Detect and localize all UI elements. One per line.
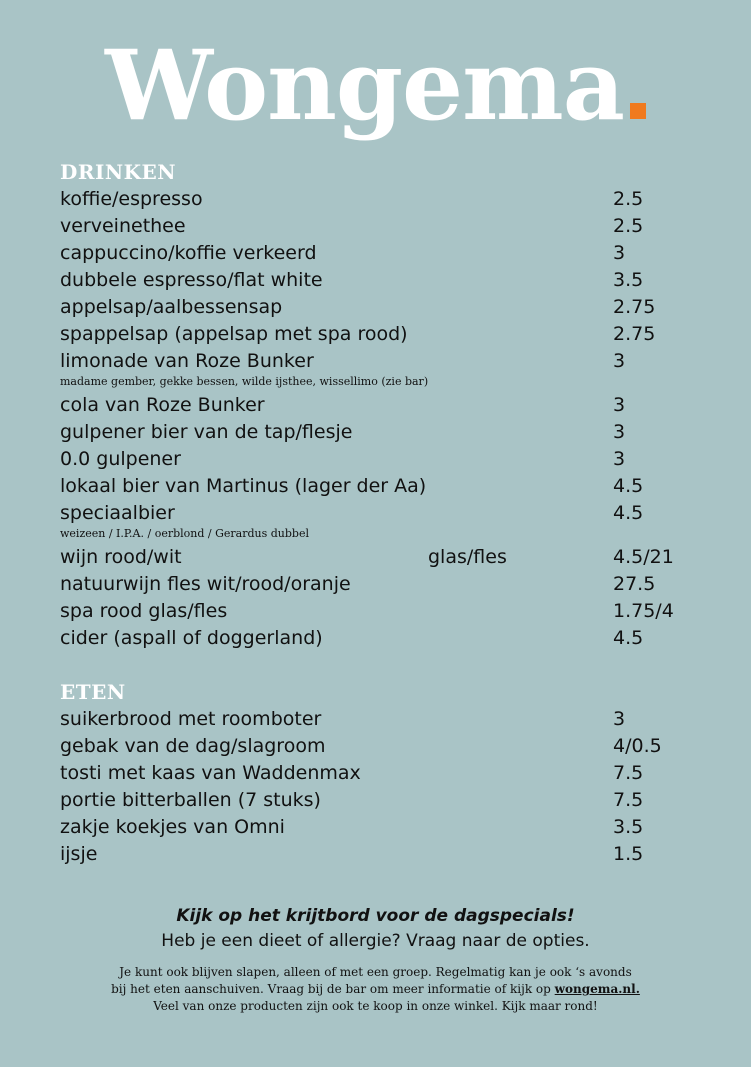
specials-note: Kijk op het krijtbord voor de dagspecials! (176, 906, 575, 926)
item-name: suikerbrood met roomboter (60, 708, 322, 730)
item-name: cappuccino/koffie verkeerd (60, 242, 317, 264)
item-price: 3 (613, 421, 626, 443)
item-name: tosti met kaas van Waddenmax (60, 762, 361, 784)
item-price: 3 (613, 448, 626, 470)
menu-item (60, 814, 700, 841)
menu-item (60, 706, 700, 733)
menu-item (60, 571, 700, 598)
logo-text: Wongema (105, 29, 624, 142)
menu-item (60, 625, 700, 652)
item-price: 3.5 (613, 269, 644, 291)
item-price: 27.5 (613, 573, 656, 595)
item-price: 3 (613, 394, 626, 416)
item-name: zakje koekjes van Omni (60, 816, 285, 838)
item-price: 2.75 (613, 296, 656, 318)
menu-item (60, 267, 700, 294)
item-name: limonade van Roze Bunker (60, 350, 314, 372)
menu-item (60, 544, 700, 571)
diet-note: Heb je een dieet of allergie? Vraag naar de opties. (161, 931, 590, 951)
item-serving: glas/fles (428, 546, 507, 568)
item-price: 1.5 (613, 843, 644, 865)
menu-item (60, 321, 700, 348)
menu-item (60, 213, 700, 240)
item-price: 2.5 (613, 188, 644, 210)
item-name: wijn rood/wit (60, 546, 182, 568)
menu-item (60, 760, 700, 787)
item-name: gulpener bier van de tap/flesje (60, 421, 353, 443)
logo-dot (630, 103, 646, 119)
item-price: 2.5 (613, 215, 644, 237)
menu-item (60, 240, 700, 267)
info-line-2 (0, 981, 751, 998)
drinks-title: DRINKEN (60, 160, 177, 184)
menu-item (60, 473, 700, 500)
logo (0, 29, 751, 142)
item-name: cider (aspall of doggerland) (60, 627, 323, 649)
item-name: gebak van de dag/slagroom (60, 735, 326, 757)
info-line-3: Veel van onze producten zijn ook te koop in onze winkel. Kijk maar rond! (153, 999, 598, 1013)
menu-item (60, 294, 700, 321)
item-name: lokaal bier van Martinus (lager der Aa) (60, 475, 427, 497)
item-price: 3 (613, 350, 626, 372)
menu-item (60, 733, 700, 760)
item-note: weizeen / I.P.A. / oerblond / Gerardus dubbel (60, 527, 309, 540)
menu-item (60, 841, 700, 868)
item-name: ijsje (60, 843, 98, 865)
menu-item (60, 500, 700, 527)
item-name: koffie/espresso (60, 188, 203, 210)
item-price: 7.5 (613, 762, 644, 784)
item-price: 3 (613, 708, 626, 730)
item-price: 4/0.5 (613, 735, 662, 757)
item-price: 3.5 (613, 816, 644, 838)
info-line-1: Je kunt ook blijven slapen, alleen of met een groep. Regelmatig kan je ook ‘s avonds (119, 965, 632, 979)
item-price: 3 (613, 242, 626, 264)
item-price: 7.5 (613, 789, 644, 811)
item-name: natuurwijn fles wit/rood/oranje (60, 573, 351, 595)
footer (0, 904, 751, 1015)
menu (60, 158, 700, 868)
menu-item (60, 392, 700, 419)
item-name: speciaalbier (60, 502, 175, 524)
item-price: 4.5 (613, 627, 644, 649)
item-price: 4.5 (613, 502, 644, 524)
item-name: portie bitterballen (7 stuks) (60, 789, 321, 811)
item-note: madame gember, gekke bessen, wilde ijsthee, wissellimo (zie bar) (60, 375, 429, 388)
item-name: spappelsap (appelsap met spa rood) (60, 323, 408, 345)
item-name: spa rood glas/fles (60, 600, 228, 622)
menu-item (60, 419, 700, 446)
menu-item (60, 598, 700, 625)
menu-item (60, 446, 700, 473)
food-title: ETEN (60, 680, 126, 704)
info-text (0, 964, 751, 1015)
item-name: dubbele espresso/flat white (60, 269, 323, 291)
menu-item (60, 186, 700, 213)
menu-item (60, 348, 700, 375)
item-name: verveinethee (60, 215, 186, 237)
item-name: appelsap/aalbessensap (60, 296, 283, 318)
item-price: 4.5 (613, 475, 644, 497)
item-name: 0.0 gulpener (60, 448, 181, 470)
section-gap (60, 652, 700, 678)
item-name: cola van Roze Bunker (60, 394, 265, 416)
item-price: 4.5/21 (613, 546, 674, 568)
website-link[interactable]: wongema.nl. (554, 982, 640, 996)
item-price: 1.75/4 (613, 600, 674, 622)
menu-item (60, 787, 700, 814)
info-line-2-text: bij het eten aanschuiven. Vraag bij de bar om meer informatie of kijk op (111, 982, 551, 996)
item-price: 2.75 (613, 323, 656, 345)
